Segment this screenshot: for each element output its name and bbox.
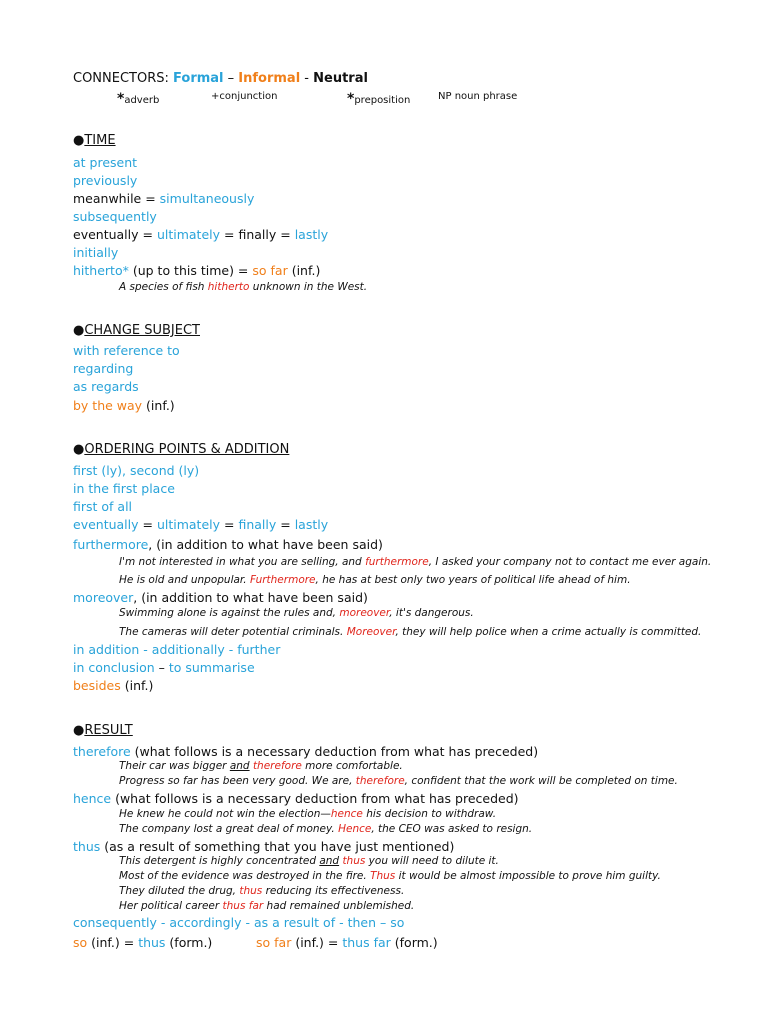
example-highlight: therefore [355,775,405,787]
line-meanwhile [73,191,254,206]
title-neutral: Neutral [313,71,368,86]
example-hence-2 [119,823,532,835]
example-text: Most of the evidence was destroyed in the fire. [119,870,371,882]
example-therefore-2 [119,775,678,787]
line-previously: previously [73,173,138,188]
heading-time [73,133,116,148]
term-hence: hence [73,791,112,806]
term-besides: besides [73,678,121,693]
example-thus-1 [119,855,499,867]
heading-text: RESULT [84,723,133,738]
term-furthermore: furthermore [73,537,149,552]
example-text: This detergent is highly concentrated [119,855,320,867]
inf-label: (inf.) = [291,935,343,950]
title-prefix: CONNECTORS: [73,71,174,86]
example-text: They diluted the drug, [119,885,240,897]
term-further: further [237,642,281,657]
line-so-far-thus-far [256,935,438,950]
line-consequently [73,915,404,930]
bullet-icon: ● [73,442,85,457]
equals: = [220,517,239,532]
term-consequently: consequently [73,915,157,930]
example-text: , it's dangerous. [389,607,474,619]
legend-text: +conjunction [211,91,278,102]
line-therefore [73,744,538,759]
example-thus-3 [119,885,404,897]
document-title [73,71,368,86]
term-finally: finally [238,227,277,242]
gloss-hitherto: (up to this time) = [128,263,253,278]
bullet-icon: ● [73,133,85,148]
term-thus: thus [73,839,101,854]
example-text: you will need to dilute it. [365,855,499,867]
term-then-so: - then – so [335,915,405,930]
term-by-the-way: by the way [73,398,143,413]
form-label: (form.) [165,935,213,950]
term-moreover: moreover [73,590,134,605]
equals: = [220,227,239,242]
example-text: Her political career [119,900,223,912]
line-moreover [73,590,368,605]
line-initially: initially [73,245,119,260]
line-in-conclusion [73,660,255,675]
line-as-regards: as regards [73,379,139,394]
line-by-the-way [73,398,175,413]
heading-text: TIME [84,133,116,148]
example-text: more comfortable. [301,760,403,772]
equals: = [141,191,160,206]
gloss-furthermore: , (in addition to what have been said) [148,537,383,552]
example-text: I'm not interested in what you are selling, and [119,556,366,568]
legend-mark: * [347,91,355,107]
example-highlight: Moreover [346,626,396,638]
example-and: and [319,855,340,867]
legend-text: preposition [354,95,411,106]
example-highlight: therefore [252,760,302,772]
example-text: The cameras will deter potential criminals. [119,626,347,638]
example-text: Their car was bigger [119,760,230,772]
equals: = [138,227,157,242]
term-in-addition: in addition [73,642,140,657]
gloss-therefore: (what follows is a necessary deduction from what has preceded) [130,744,539,759]
example-moreover-1 [119,607,474,619]
term-lastly: lastly [294,227,329,242]
inf-label: (inf.) [287,263,321,278]
equals: = [138,517,157,532]
example-text: , I asked your company not to contact me ever again. [428,556,712,568]
term-finally: finally [238,517,277,532]
legend-mark: * [117,91,125,107]
example-furthermore-2 [119,574,631,586]
example-and: and [229,760,250,772]
line-eventually [73,227,328,242]
legend-text: NP noun phrase [438,91,518,102]
example-text: , they will help police when a crime actually is committed. [395,626,702,638]
term-meanwhile: meanwhile [73,191,142,206]
term-accordingly: accordingly [169,915,242,930]
title-formal: Formal [173,71,224,86]
example-text: He knew he could not win the election— [119,808,331,820]
example-text: Progress so far has been very good. We are, [119,775,356,787]
example-text: , he has at best only two years of political life ahead of him. [315,574,631,586]
term-therefore: therefore [73,744,131,759]
example-text: unknown in the West. [249,281,368,293]
legend-adverb [117,91,159,107]
example-text: had remained unblemished. [263,900,415,912]
example-text: it would be almost impossible to prove him guilty. [395,870,661,882]
term-lastly: lastly [294,517,329,532]
term-additionally: additionally [151,642,225,657]
term-eventually: eventually [73,227,139,242]
line-in-addition [73,642,280,657]
example-highlight: thus [239,885,263,897]
dash: – [154,660,169,675]
example-highlight: Thus [370,870,396,882]
line-so-thus [73,935,212,950]
term-to-summarise: to summarise [168,660,255,675]
inf-label: (inf.) = [87,935,139,950]
separator: - [224,642,238,657]
line-at-present: at present [73,155,138,170]
example-highlight: hitherto [207,281,250,293]
heading-result [73,723,133,738]
example-highlight: Hence [338,823,372,835]
line-thus [73,839,454,854]
term-so-far: so far [256,935,292,950]
term-thus-far: thus far [342,935,391,950]
example-text: Swimming alone is against the rules and, [119,607,340,619]
example-highlight: Furthermore [249,574,316,586]
example-highlight: thus far [222,900,264,912]
term-so: so [73,935,88,950]
example-text: his decision to withdraw. [362,808,497,820]
line-hitherto [73,263,320,278]
term-in-conclusion: in conclusion [73,660,155,675]
form-label: (form.) [390,935,438,950]
line-furthermore [73,537,383,552]
title-informal: Informal [238,71,301,86]
term-hitherto: hitherto* [73,263,129,278]
line-eventually-2 [73,517,328,532]
heading-text: CHANGE SUBJECT [84,323,200,338]
title-dash-1: – [223,71,239,86]
example-text: , the CEO was asked to resign. [371,823,533,835]
example-highlight: thus [342,855,366,867]
term-simultaneously: simultaneously [159,191,255,206]
line-first-all: first of all [73,499,133,514]
line-subsequently: subsequently [73,209,157,224]
inf-label: (inf.) [120,678,154,693]
line-with-reference: with reference to [73,343,180,358]
example-highlight: moreover [339,607,390,619]
gloss-hence: (what follows is a necessary deduction from what has preceded) [111,791,519,806]
example-therefore-1 [119,760,403,772]
legend-noun-phrase [438,91,517,102]
legend-conjunction [211,91,277,102]
example-hence-1 [119,808,496,820]
legend-text: adverb [124,95,160,106]
term-as-a-result-of: as a result of [253,915,336,930]
example-text: A species of fish [119,281,208,293]
equals: = [276,517,295,532]
separator: - [156,915,170,930]
term-thus: thus [138,935,166,950]
term-so-far: so far [252,263,288,278]
example-text: reducing its effectiveness. [262,885,405,897]
term-eventually: eventually [73,517,139,532]
term-ultimately: ultimately [156,227,221,242]
heading-ordering [73,442,289,457]
separator: - [241,915,254,930]
inf-label: (inf.) [142,398,175,413]
example-hitherto [119,281,367,293]
legend-preposition [347,91,410,107]
title-dash-2: - [300,71,314,86]
example-highlight: furthermore [365,556,429,568]
bullet-icon: ● [73,723,85,738]
line-hence [73,791,519,806]
heading-text: ORDERING POINTS & ADDITION [84,442,290,457]
example-thus-2 [119,870,661,882]
term-ultimately: ultimately [156,517,221,532]
gloss-moreover: , (in addition to what have been said) [133,590,368,605]
example-text: He is old and unpopular. [119,574,250,586]
example-text: , confident that the work will be completed on time. [404,775,678,787]
line-first-ly: first (ly), second (ly) [73,463,200,478]
bullet-icon: ● [73,323,85,338]
example-thus-far [119,900,414,912]
line-first-place: in the first place [73,481,175,496]
line-regarding: regarding [73,361,134,376]
example-text: The company lost a great deal of money. [119,823,339,835]
example-moreover-2 [119,626,701,638]
separator: - [139,642,152,657]
example-highlight: hence [330,808,363,820]
equals: = [276,227,295,242]
heading-change-subject [73,323,200,338]
line-besides [73,678,153,693]
gloss-thus: (as a result of something that you have just mentioned) [100,839,455,854]
example-furthermore-1 [119,556,711,568]
